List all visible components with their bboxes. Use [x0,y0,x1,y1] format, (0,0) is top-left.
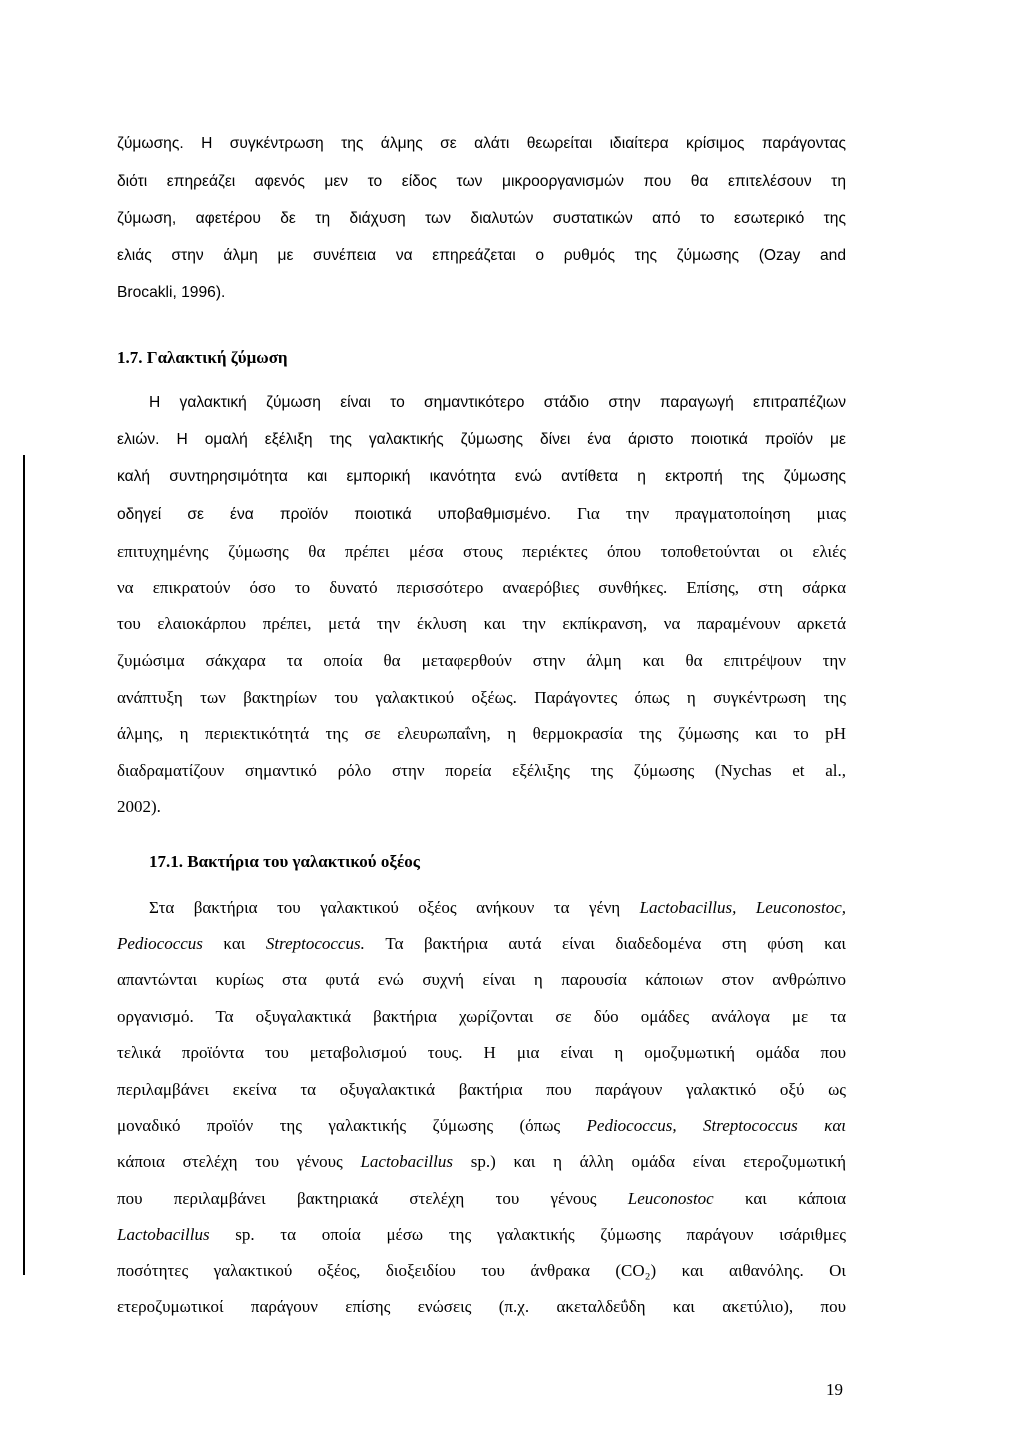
text-segment: Τα βακτήρια αυτά είναι διαδεδομένα στη φύση και [364,934,846,953]
text-line: Η γαλακτική ζύμωση είναι το σημαντικότερο στάδιο στην παραγωγή επιτραπέζιων [149,394,846,411]
text-segment: και κάποια [713,1189,846,1208]
text-line: ζύμωσης. Η συγκέντρωση της άλμης σε αλάτι θεωρείται ιδιαίτερα κρίσιμος παράγοντας [117,135,846,152]
text-line: απαντώνται κυρίως στα φυτά ενώ συχνή είναι η παρουσία κάποιων στον ανθρώπινο [117,970,846,989]
genus-name: Lactobacillus [360,1152,453,1171]
genus-name: Leuconostoc [627,1189,714,1208]
text-line [117,1188,846,1210]
text-line [117,1115,846,1137]
text-line: διότι επηρεάζει αφενός μεν το είδος των μικροοργανισμών που θα επιτελέσουν τη [117,173,846,190]
text-segment: μοναδικό προϊόν της γαλακτικής ζύμωσης (όπως [117,1116,587,1135]
genus-name: Lactobacillus [117,1225,210,1244]
text-line: περιλαμβάνει εκείνα τα οξυγαλακτικά βακτήρια που παράγουν γαλακτικό οξύ ως [117,1080,846,1099]
text-line: να επικρατούν όσο το δυνατό περισσότερο αναερόβιες συνθήκες. Επίσης, στη σάρκα [117,578,846,597]
text-line [117,933,846,955]
text-line: ετεροζυμωτικοί παράγουν επίσης ενώσεις (π.χ. ακεταλδεΰδη και ακετύλιο), που [117,1297,846,1316]
text-line: οργανισμό. Τα οξυγαλακτικά βακτήρια χωρίζονται σε δύο ομάδες ανάλογα με τα [117,1007,846,1026]
margin-revision-bar [23,455,25,1275]
text-line: τελικά προϊόντα του μεταβολισμού τους. Η μια είναι η ομοζυμωτική ομάδα που [117,1043,846,1062]
text-line: διαδραματίζουν σημαντικό ρόλο στην πορεία εξέλιξης της ζύμωσης (Nychas et al., [117,761,846,780]
text-segment: Για την πραγματοποίηση μιας [550,504,846,523]
genus-name: Lactobacillus, Leuconostoc, [639,898,846,917]
text-segment: οδηγεί σε ένα προϊόν ποιοτικά υποβαθμισμένο. [117,506,551,523]
text-line: ελιάς στην άλμη με συνέπεια να επηρεάζεται ο ρυθμός της ζύμωσης (Ozay and [117,247,846,264]
text-line: Brocakli, 1996). [117,284,226,301]
subsection-heading: 17.1. Βακτήρια του γαλακτικού οξέος [149,852,420,871]
text-line [117,503,846,526]
text-line: ζύμωση, αφετέρου δε τη διάχυση των διαλυτών συστατικών από το εσωτερικό της [117,210,846,227]
text-segment: που περιλαμβάνει βακτηριακά στελέχη του γένους [117,1189,628,1208]
text-line: 2002). [117,797,161,816]
genus-name: Pediococcus, Streptococcus και [586,1116,846,1135]
text-line [117,1224,846,1246]
text-line: ζυμώσιμα σάκχαρα τα οποία θα μεταφερθούν στην άλμη και θα επιτρέψουν την [117,651,846,670]
text-line: ελιών. Η ομαλή εξέλιξη της γαλακτικής ζύμωσης δίνει ένα άριστο ποιοτικά προϊόν με [117,431,846,448]
text-line [149,897,846,919]
text-segment: και [202,934,266,953]
page-number: 19 [826,1380,843,1399]
text-line [117,1151,846,1173]
text-segment: sp. τα οποία μέσω της γαλακτικής ζύμωσης παράγουν ισάριθμες [209,1225,846,1244]
text-line: του ελαιοκάρπου πρέπει, μετά την έκλυση και την εκπίκρανση, να παραμένουν αρκετά [117,614,846,633]
genus-name: Streptococcus. [265,934,365,953]
text-line: ποσότητες γαλακτικού οξέος, διοξειδίου του άνθρακα (CO₂) και αιθανόλης. Οι [117,1261,846,1280]
text-segment: κάποια στελέχη του γένους [117,1152,361,1171]
text-line: άλμης, η περιεκτικότητά της σε ελευρωπαΐνη, η θερμοκρασία της ζύμωσης και το pH [117,724,846,743]
text-line: ανάπτυξη των βακτηρίων του γαλακτικού οξέως. Παράγοντες όπως η συγκέντρωση της [117,688,846,707]
text-line: επιτυχημένης ζύμωσης θα πρέπει μέσα στους περιέκτες όπου τοποθετούνται οι ελιές [117,542,846,561]
section-heading: 1.7. Γαλακτική ζύμωση [117,348,288,367]
text-line: καλή συντηρησιμότητα και εμπορική ικανότητα ενώ αντίθετα η εκτροπή της ζύμωσης [117,468,846,485]
genus-name: Pediococcus [117,934,203,953]
text-segment: Στα βακτήρια του γαλακτικού οξέος ανήκουν τα γένη [149,898,640,917]
text-segment: sp.) και η άλλη ομάδα είναι ετεροζυμωτική [453,1152,846,1171]
